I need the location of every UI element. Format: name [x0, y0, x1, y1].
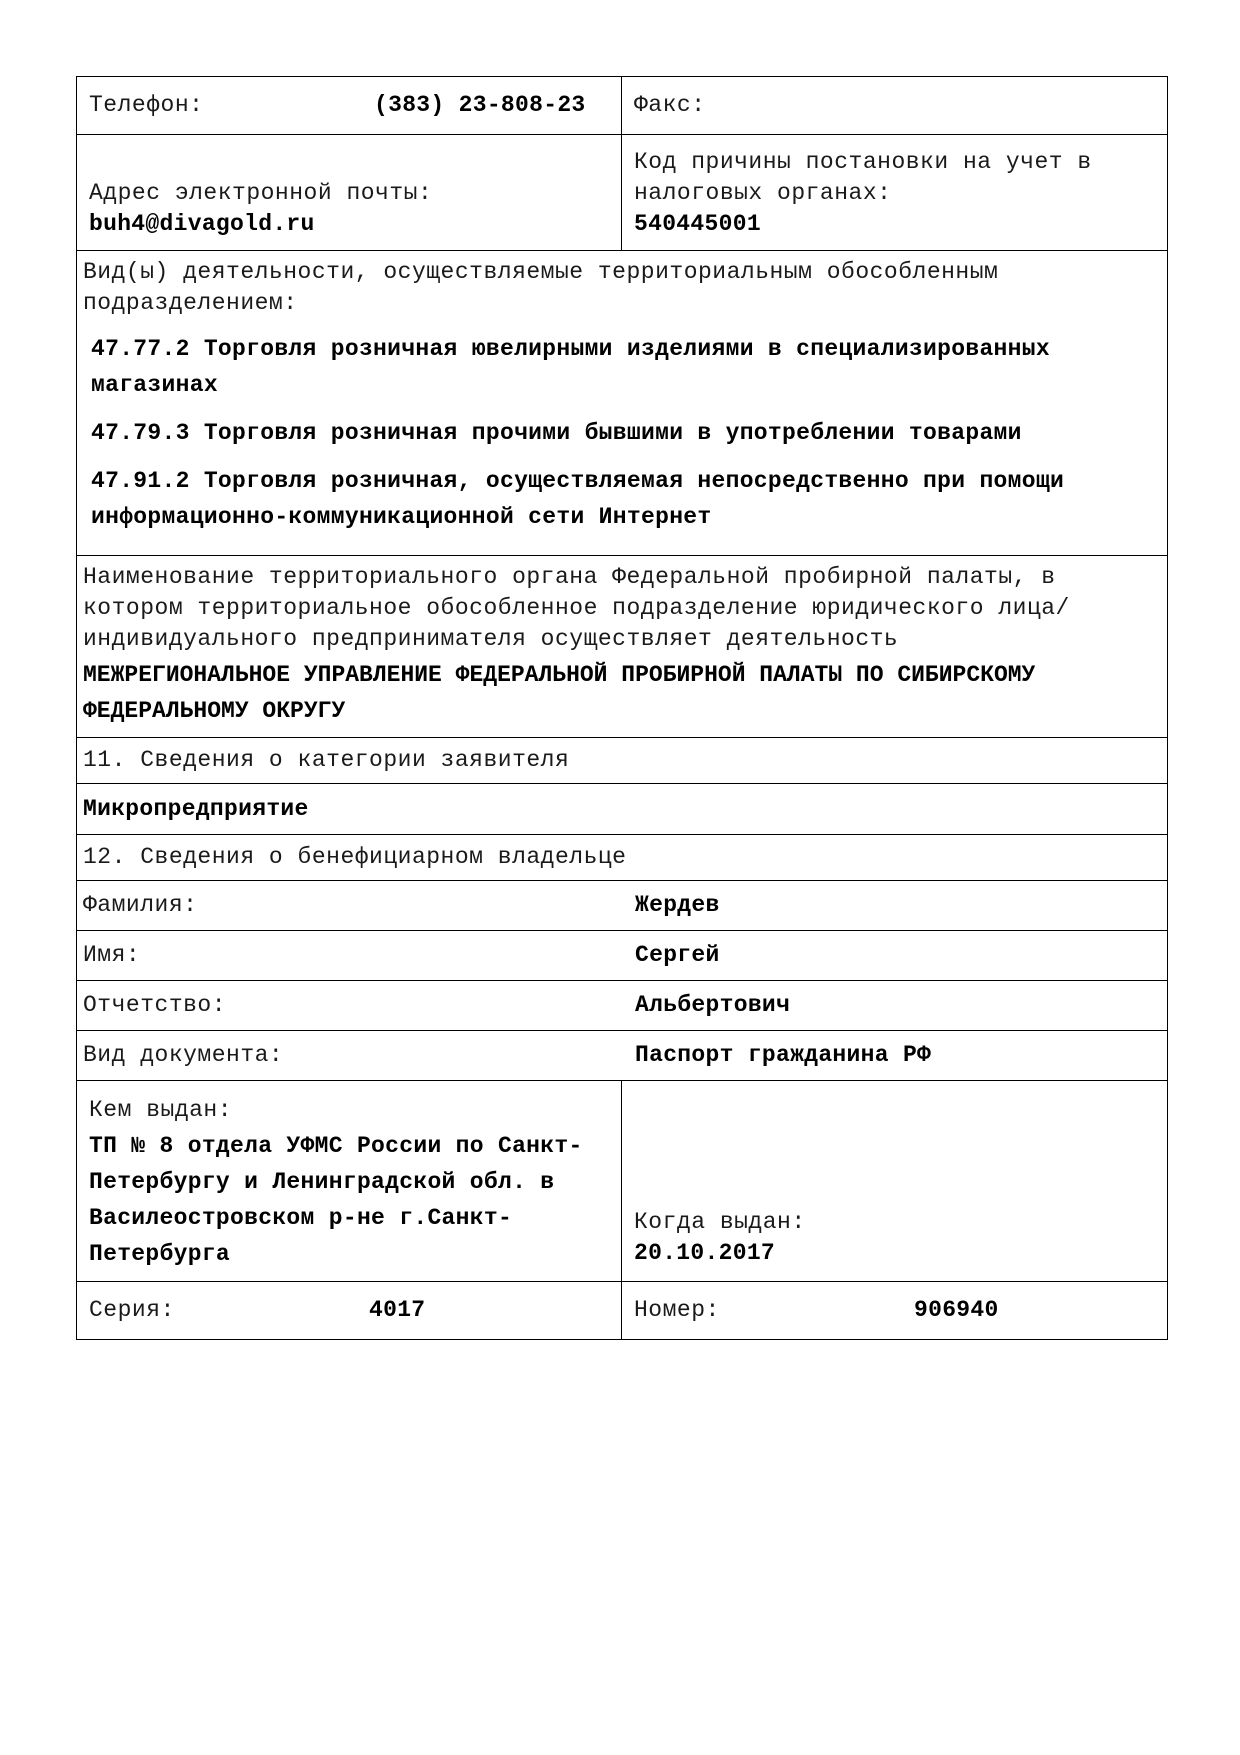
- category-value: Микропредприятие: [83, 795, 309, 822]
- issued-by-cell: [77, 1081, 622, 1281]
- activities-cell: [77, 251, 1167, 555]
- issued-date-value: 20.10.2017: [634, 1240, 776, 1266]
- category-section-title: 11. Сведения о категории заявителя: [83, 747, 570, 773]
- activities-list: [83, 319, 1159, 535]
- kpp-cell: [622, 135, 1167, 250]
- activities-row: [77, 251, 1167, 556]
- surname-value: Жердев: [635, 892, 720, 918]
- beneficiary-doctype-row: [77, 1031, 1167, 1081]
- fax-label: Факс:: [634, 92, 706, 118]
- assay-office-row: [77, 556, 1167, 738]
- category-title-row: [77, 738, 1167, 784]
- kpp-label: Код причины постановки на учет в налоговых органах:: [634, 149, 1092, 206]
- phone-fax-row: [77, 77, 1167, 135]
- application-form: [76, 76, 1168, 1340]
- assay-office-name: МЕЖРЕГИОНАЛЬНОЕ УПРАВЛЕНИЕ ФЕДЕРАЛЬНОЙ ПРОБИРНОЙ ПАЛАТЫ ПО СИБИРСКОМУ ФЕДЕРАЛЬНОМУ ОКРУГУ: [83, 662, 1036, 724]
- number-label: Номер:: [634, 1297, 720, 1323]
- issued-by-value: ТП № 8 отдела УФМС России по Санкт-Петербургу и Ленинградской обл. в Василеостровском р-не г.Санкт-Петербурга: [89, 1133, 583, 1267]
- number-value: 906940: [914, 1297, 999, 1323]
- phone-cell: [77, 77, 622, 134]
- phone-value: (383) 23-808-23: [374, 92, 586, 118]
- number-cell: [622, 1282, 1167, 1339]
- activity-item: 47.77.2 Торговля розничная ювелирными изделиями в специализированных магазинах: [91, 336, 1050, 398]
- surname-label: Фамилия:: [83, 892, 198, 918]
- patronymic-label: Отчетство:: [83, 992, 227, 1018]
- series-value: 4017: [369, 1297, 426, 1323]
- email-cell: [77, 135, 622, 250]
- category-value-row: [77, 784, 1167, 835]
- kpp-value: 540445001: [634, 211, 761, 237]
- phone-label: Телефон:: [89, 92, 204, 118]
- email-kpp-row: [77, 135, 1167, 251]
- beneficiary-section-title: 12. Сведения о бенефициарном владельце: [83, 844, 627, 870]
- series-number-row: [77, 1282, 1167, 1339]
- name-value: Сергей: [635, 942, 720, 968]
- document-type-value: Паспорт гражданина РФ: [635, 1042, 932, 1068]
- issuer-row: [77, 1081, 1167, 1282]
- assay-office-cell: [77, 556, 1167, 737]
- assay-office-label: Наименование территориального органа Федеральной пробирной палаты, в котором территориальное обособленное подразделение юридического лица/индивидуального предпринимателя осуществляет деятельность: [83, 564, 1070, 652]
- activity-item: 47.79.3 Торговля розничная прочими бывшими в употреблении товарами: [91, 420, 1022, 446]
- series-cell: [77, 1282, 622, 1339]
- beneficiary-name-row: [77, 931, 1167, 981]
- beneficiary-patronymic-row: [77, 981, 1167, 1031]
- patronymic-value: Альбертович: [635, 992, 791, 1018]
- issued-date-cell: [622, 1081, 1167, 1281]
- activities-label: Вид(ы) деятельности, осуществляемые территориальным обособленным подразделением:: [83, 259, 999, 316]
- beneficiary-title-row: [77, 835, 1167, 881]
- email-label: Адрес электронной почты:: [89, 180, 433, 206]
- email-value: buh4@divagold.ru: [89, 211, 315, 237]
- document-type-label: Вид документа:: [83, 1042, 284, 1068]
- beneficiary-surname-row: [77, 881, 1167, 931]
- issued-date-label: Когда выдан:: [634, 1209, 806, 1235]
- activity-item: 47.91.2 Торговля розничная, осуществляемая непосредственно при помощи информационно-коммуникационной сети Интернет: [91, 468, 1065, 530]
- fax-cell: [622, 77, 1167, 134]
- issued-by-label: Кем выдан:: [89, 1097, 233, 1123]
- series-label: Серия:: [89, 1297, 175, 1323]
- name-label: Имя:: [83, 942, 141, 968]
